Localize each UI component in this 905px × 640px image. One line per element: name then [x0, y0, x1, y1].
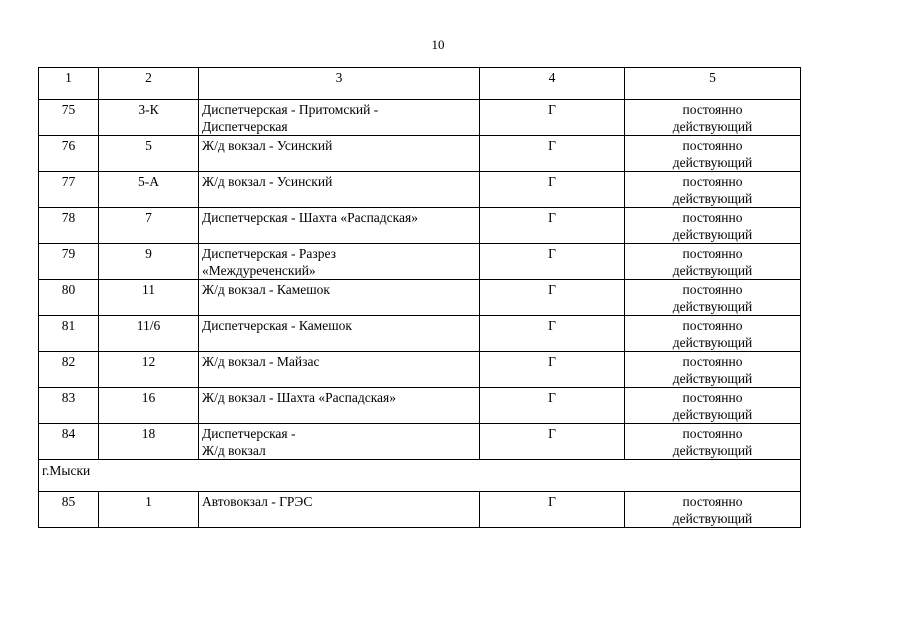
route-type-cell: Г: [480, 208, 625, 244]
route-mode-cell: [625, 352, 801, 388]
section-row: [39, 460, 801, 492]
row-number-cell: 78: [39, 208, 99, 244]
route-type-cell: Г: [480, 244, 625, 280]
row-number-cell: 82: [39, 352, 99, 388]
table-row: [39, 136, 801, 172]
route-path-cell: [199, 280, 480, 316]
route-mode-cell-line: постоянно: [682, 494, 743, 509]
route-path-cell-line: Ж/д вокзал - Усинский: [202, 174, 333, 189]
route-type-cell: Г: [480, 352, 625, 388]
table-row: [39, 172, 801, 208]
table-row: [39, 280, 801, 316]
route-mode-cell: [625, 316, 801, 352]
routes-table: [38, 67, 801, 528]
route-path-cell: [199, 492, 480, 528]
route-mode-cell-line: постоянно: [682, 426, 743, 441]
route-number-cell: 11: [99, 280, 199, 316]
route-number-cell: 9: [99, 244, 199, 280]
row-number-cell: 83: [39, 388, 99, 424]
table-row: [39, 424, 801, 460]
route-type-cell: Г: [480, 100, 625, 136]
route-mode-cell-line: постоянно: [682, 318, 743, 333]
route-path-cell-line: Ж/д вокзал: [202, 443, 266, 458]
row-number-cell: 75: [39, 100, 99, 136]
route-mode-cell: [625, 388, 801, 424]
header-cell-5: 5: [625, 68, 801, 100]
route-path-cell: [199, 388, 480, 424]
header-cell-3: 3: [199, 68, 480, 100]
header-cell-1: 1: [39, 68, 99, 100]
row-number-cell: 77: [39, 172, 99, 208]
route-mode-cell: [625, 136, 801, 172]
table-row: [39, 208, 801, 244]
route-path-cell-line: Ж/д вокзал - Шахта «Распадская»: [202, 390, 397, 405]
table-row: [39, 316, 801, 352]
route-path-cell: [199, 316, 480, 352]
route-path-cell-line: Диспетчерская - Притомский -: [202, 102, 379, 117]
table-row: [39, 388, 801, 424]
route-mode-cell-line: постоянно: [682, 282, 743, 297]
route-path-cell-line: Ж/д вокзал - Майзас: [202, 354, 320, 369]
header-cell-4: 4: [480, 68, 625, 100]
route-path-cell-line: Диспетчерская -: [202, 426, 296, 441]
route-mode-cell-line: действующий: [672, 443, 753, 458]
table-row: [39, 492, 801, 528]
route-number-cell: 18: [99, 424, 199, 460]
route-mode-cell: [625, 424, 801, 460]
route-mode-cell-line: постоянно: [682, 390, 743, 405]
route-type-cell: Г: [480, 492, 625, 528]
route-mode-cell-line: действующий: [672, 155, 753, 170]
header-cell-2: 2: [99, 68, 199, 100]
route-path-cell-line: Диспетчерская - Камешок: [202, 318, 352, 333]
route-path-cell: [199, 244, 480, 280]
section-title: г.Мыски: [39, 460, 801, 492]
route-number-cell: 16: [99, 388, 199, 424]
route-path-cell-line: «Междуреченский»: [202, 263, 316, 278]
route-mode-cell: [625, 100, 801, 136]
route-mode-cell-line: постоянно: [682, 246, 743, 261]
route-type-cell: Г: [480, 316, 625, 352]
route-type-cell: Г: [480, 172, 625, 208]
route-type-cell: Г: [480, 388, 625, 424]
row-number-cell: 79: [39, 244, 99, 280]
route-number-cell: 5: [99, 136, 199, 172]
route-path-cell: [199, 208, 480, 244]
route-path-cell: [199, 352, 480, 388]
route-path-cell-line: Диспетчерская - Шахта «Распадская»: [202, 210, 418, 225]
header-row: [39, 68, 801, 100]
table-row: [39, 244, 801, 280]
route-mode-cell-line: действующий: [672, 227, 753, 242]
route-number-cell: 1: [99, 492, 199, 528]
route-number-cell: 11/6: [99, 316, 199, 352]
route-mode-cell-line: постоянно: [682, 138, 743, 153]
row-number-cell: 80: [39, 280, 99, 316]
route-mode-cell: [625, 208, 801, 244]
route-mode-cell: [625, 492, 801, 528]
route-path-cell: [199, 100, 480, 136]
route-mode-cell-line: действующий: [672, 511, 753, 526]
route-mode-cell-line: действующий: [672, 263, 753, 278]
route-path-cell: [199, 136, 480, 172]
route-number-cell: 5-А: [99, 172, 199, 208]
route-type-cell: Г: [480, 136, 625, 172]
route-path-cell-line: Диспетчерская: [202, 119, 288, 134]
route-path-cell: [199, 424, 480, 460]
route-mode-cell-line: постоянно: [682, 210, 743, 225]
table-row: [39, 352, 801, 388]
route-mode-cell-line: действующий: [672, 371, 753, 386]
route-mode-cell-line: действующий: [672, 119, 753, 134]
route-mode-cell-line: постоянно: [682, 354, 743, 369]
route-mode-cell: [625, 172, 801, 208]
route-type-cell: Г: [480, 280, 625, 316]
route-type-cell: Г: [480, 424, 625, 460]
route-mode-cell-line: постоянно: [682, 174, 743, 189]
route-path-cell-line: Автовокзал - ГРЭС: [202, 494, 313, 509]
row-number-cell: 81: [39, 316, 99, 352]
route-mode-cell: [625, 280, 801, 316]
row-number-cell: 85: [39, 492, 99, 528]
route-mode-cell: [625, 244, 801, 280]
route-mode-cell-line: действующий: [672, 407, 753, 422]
row-number-cell: 84: [39, 424, 99, 460]
route-number-cell: 7: [99, 208, 199, 244]
route-number-cell: 12: [99, 352, 199, 388]
page-number: 10: [431, 37, 445, 52]
route-mode-cell-line: действующий: [672, 299, 753, 314]
route-mode-cell-line: действующий: [672, 335, 753, 350]
table-row: [39, 100, 801, 136]
route-mode-cell-line: постоянно: [682, 102, 743, 117]
row-number-cell: 76: [39, 136, 99, 172]
route-path-cell-line: Ж/д вокзал - Усинский: [202, 138, 333, 153]
route-number-cell: 3-К: [99, 100, 199, 136]
route-path-cell-line: Диспетчерская - Разрез: [202, 246, 336, 261]
route-path-cell: [199, 172, 480, 208]
route-path-cell-line: Ж/д вокзал - Камешок: [202, 282, 330, 297]
route-mode-cell-line: действующий: [672, 191, 753, 206]
